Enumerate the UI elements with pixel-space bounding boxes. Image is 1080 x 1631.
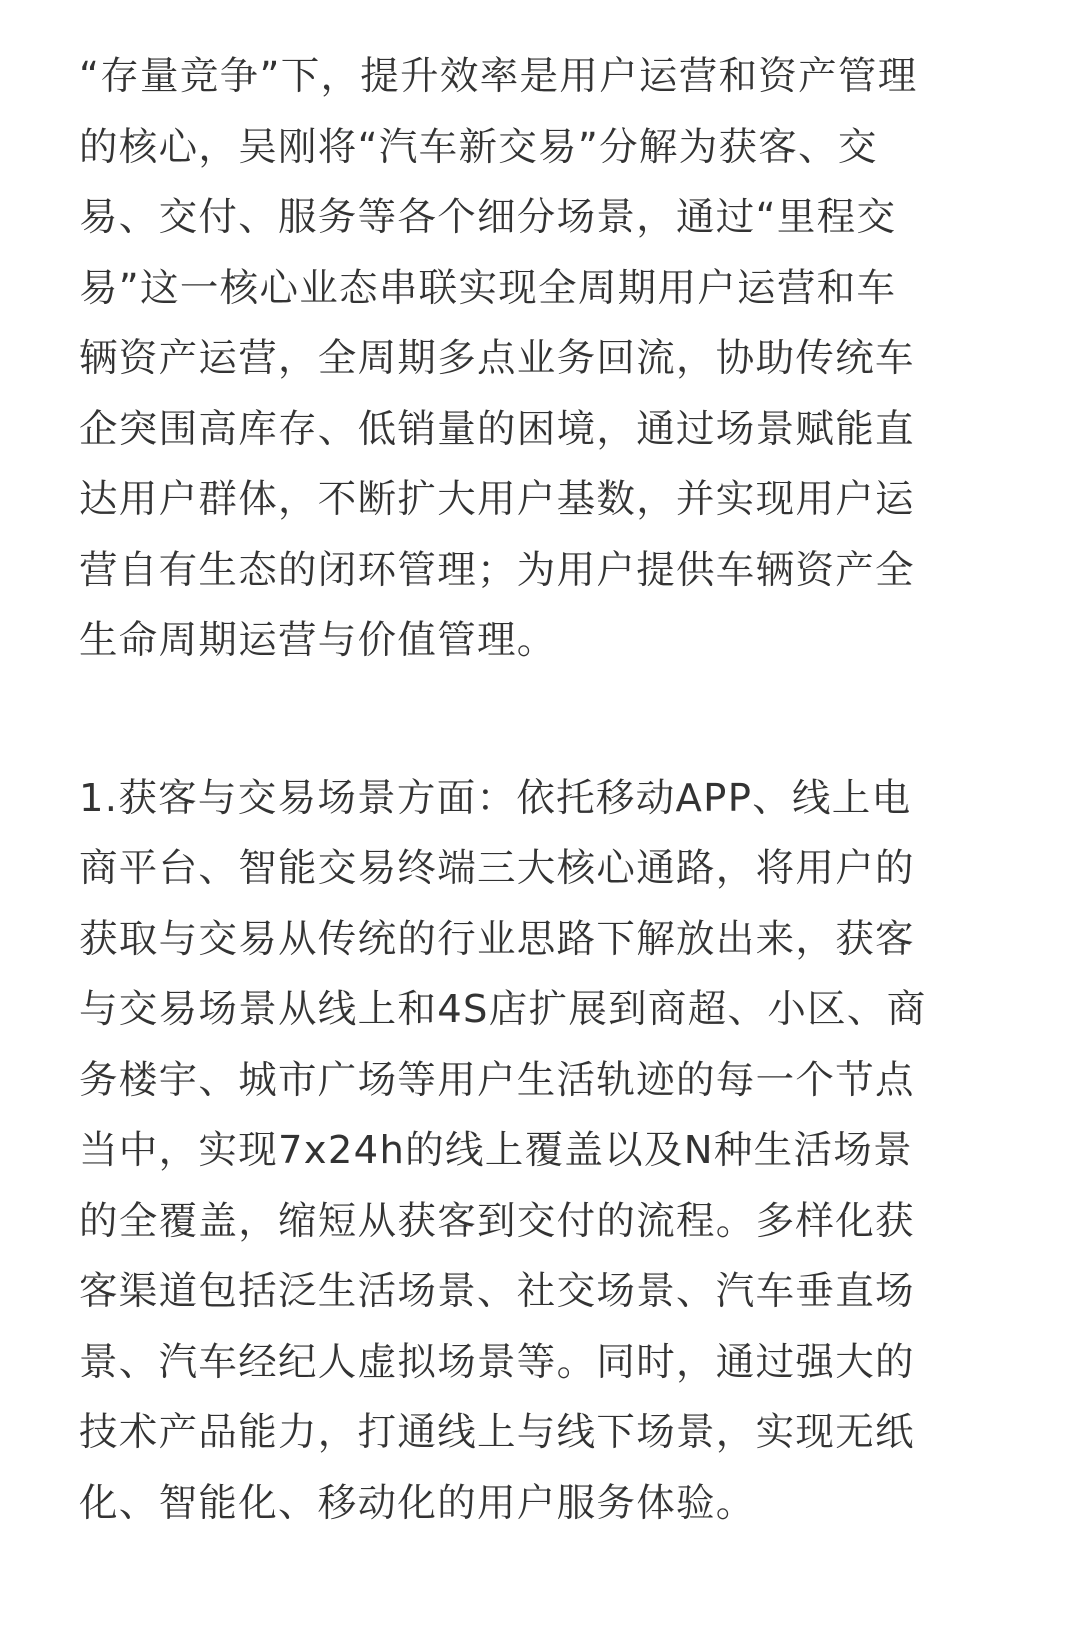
paragraph-acquisition-transaction: 1.获客与交易场景方面：依托移动APP、线上电 商平台、智能交易终端三大核心通路，将用户的 获取与交易从传统的行业思路下解放出来，获客 与交易场景从线上和4S店扩展到商超、小区、商 务楼宇、城市广场等用户生活轨迹的每一个节点 当中，实现7x24h的线上覆盖以及N种生活场景 的全覆盖，缩短从获客到交付的流程。多样化获 客渠道包括泛生活场景、社交场景、汽车垂直场 景、汽车经纪人虚拟场景等。同时，通过强大的 技术产品能力，打通线上与线下场景，实现无纸 化、智能化、移动化的用户服务体验。 — [79, 775, 927, 1526]
paragraph-efficiency-core: “存量竞争”下，提升效率是用户运营和资产管理 的核心，吴刚将“汽车新交易”分解为获客、交 易、交付、服务等各个细分场景，通过“里程交 易”这一核心业态串联实现全周期用户运营和车 辆资产运营，全周期多点业务回流，协助传统车 企突围高库存、低销量的困境，通过场景赋能直 达用户群体，不断扩大用户基数，并实现用户运 营自有生态的闭环管理；为用户提供车辆资产全 生命周期运营与价值管理。 — [79, 54, 918, 663]
article-body — [79, 42, 979, 1539]
